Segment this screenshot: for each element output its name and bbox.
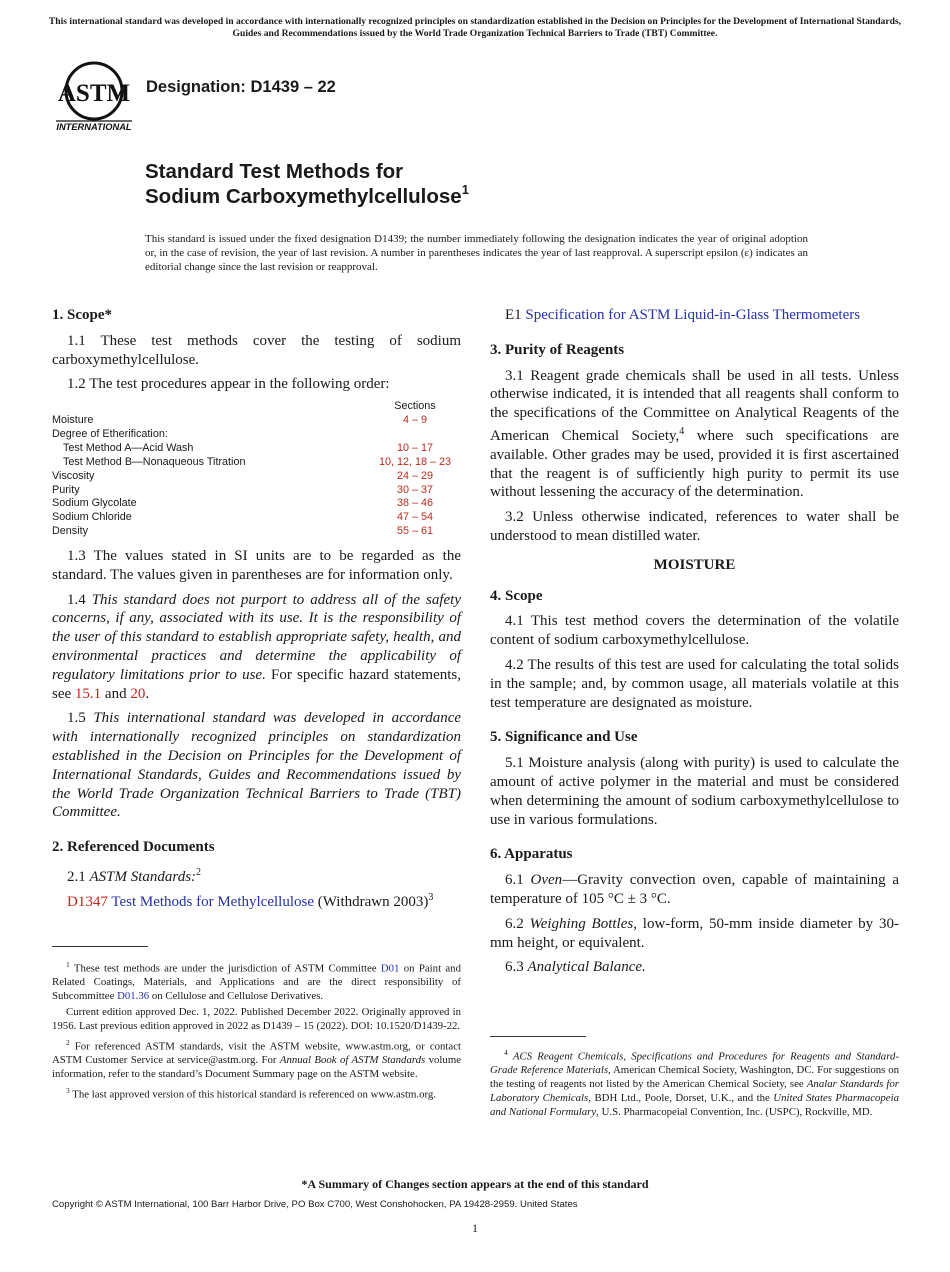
link-section-20[interactable]: 20	[130, 685, 146, 702]
footnotes-left	[52, 958, 461, 1104]
footnote-divider-left	[52, 946, 148, 947]
footnote-4-b: , BDH Ltd., Poole, Dorset, U.K., and the	[588, 1091, 770, 1104]
paragraph-2-1-number: 2.1	[67, 869, 86, 886]
footnote-4	[490, 1046, 899, 1120]
procedure-table-rows	[52, 414, 461, 539]
procedure-table-row	[52, 456, 461, 470]
section-heading-purity: 3. Purity of Reagents	[490, 341, 625, 358]
footnote-3-text: The last approved version of this historical standard is referenced on www.astm.org.	[72, 1088, 436, 1101]
reference-e1	[490, 306, 899, 325]
reference-d1347-title[interactable]: Test Methods for Methylcellulose	[111, 893, 314, 910]
footnote-ref-2[interactable]: 2	[196, 867, 202, 879]
paragraph-6-2-number: 6.2	[505, 915, 524, 932]
logo-text: ASTM	[57, 80, 131, 107]
paragraph-1-5-italic: This international standard was developed in accordance with internationally recognized principles on standardization established in the Decision on Principles for the Development of International Standards, Guides and Recommendations issued by the World Trade Organization Technical Barriers to Trade (TBT) Committee.	[52, 710, 462, 821]
paragraph-6-3-number: 6.3	[505, 959, 524, 976]
reference-e1-title[interactable]: Specification for ASTM Liquid-in-Glass Thermometers	[525, 307, 861, 323]
reference-d1347	[52, 889, 461, 912]
top-note: This international standard was developed in accordance with internationally recognized principles on standardization established in the Decision on Principles for the Development of International Standards, Guides and Recommendations issued by the World Trade Organization Technical Barriers to Trade (TBT) Committee.	[48, 16, 902, 39]
paragraph-1-4-and: and	[104, 685, 127, 702]
paragraph-5-1: 5.1 Moisture analysis (along with purity) is used to calculate the amount of active polymer in the material and must be considered when determining the amount of sodium carboxymethylcellulose to use in various formulations.	[490, 755, 899, 828]
moisture-heading: MOISTURE	[653, 556, 736, 573]
footnote-3	[52, 1084, 461, 1102]
section-heading-significance: 5. Significance and Use	[490, 729, 638, 746]
paragraph-1-4-period: .	[145, 685, 150, 702]
left-column	[52, 306, 461, 920]
footnote-2	[52, 1036, 461, 1082]
footnote-4-marker: 4	[504, 1048, 508, 1057]
designation: Designation: D1439 – 22	[146, 78, 336, 96]
footnote-ref-3[interactable]: 3	[428, 891, 434, 903]
section-heading-scope: 1. Scope*	[52, 307, 112, 323]
paragraph-1-4-tail: For specific hazard statements, see	[52, 666, 462, 702]
logo-caption: INTERNATIONAL	[56, 122, 132, 132]
reference-e1-code: E1	[505, 307, 522, 323]
procedure-table-row	[52, 484, 461, 498]
procedure-label: Test Method A—Acid Wash	[63, 441, 194, 454]
link-section-15-1[interactable]: 15.1	[74, 685, 102, 702]
procedure-table-row	[52, 470, 461, 484]
footnote-4-italic-1: ACS Reagent Chemicals, Specifications and Procedures for Reagents and Standard-Grade Reference Materials	[490, 1050, 899, 1077]
link-committee-d01[interactable]: D01	[380, 962, 400, 975]
page-number: 1	[472, 1221, 478, 1235]
footnote-2-a: For referenced ASTM standards, visit the ASTM website, www.astm.org, or contact ASTM Customer Service at service@astm.org. For	[52, 1040, 461, 1066]
paragraph-6-2-text: low-form, 50-mm inside diameter by 30-mm height, or equivalent.	[490, 915, 900, 951]
link-subcommittee-d01-36[interactable]: D01.36	[117, 990, 150, 1003]
procedure-sections-link[interactable]: 4 – 9	[402, 414, 427, 427]
footnote-1-c: on Cellulose and Cellulose Derivatives.	[151, 990, 324, 1003]
title-footnote-ref[interactable]: 1	[461, 182, 469, 197]
procedure-sections-link[interactable]: 10 – 17	[396, 441, 434, 454]
procedure-table-header: Sections	[394, 400, 436, 413]
paragraph-3-1-a: 3.1 Reagent grade chemicals shall be used in all tests. Unless otherwise indicated, it is intended that all reagents shall conform to the specifications of the Committee on Analytical Reagents of the American Chemical Society,	[490, 367, 899, 444]
footnote-2-marker: 2	[66, 1037, 70, 1047]
paragraph-6-3-italic: Analytical Balance.	[527, 959, 646, 976]
paragraph-4-2: 4.2 The results of this test are used for calculating the total solids in the sample; and, by common usage, all materials volatile at this test temperature are designated as moisture.	[490, 656, 899, 711]
issued-note: This standard is issued under the fixed designation D1439; the number immediately following the designation indicates the year of original adoption or, in the case of revision, the year of last revision. A number in parentheses indicates the year of last reapproval. A superscript epsilon (ε) indicates an editorial change since the last revision or reapproval.	[145, 233, 808, 274]
copyright: Copyright © ASTM International, 100 Barr Harbor Drive, PO Box C700, West Conshohocken, PA 19428-2959. United States	[52, 1199, 578, 1210]
paragraph-6-2-italic: Weighing Bottles,	[529, 915, 637, 932]
section-heading-scope-4: 4. Scope	[490, 587, 543, 604]
footnote-1-edition: Current edition approved Dec. 1, 2022. Published December 2022. Originally approved in 1956. Last previous edition approved in 2022 as D1439 – 15 (2022). DOI: 10.1520/D1439-22.	[52, 1005, 461, 1032]
summary-of-changes-note: *A Summary of Changes section appears at the end of this standard	[301, 1177, 649, 1191]
procedure-sections-link[interactable]: 55 – 61	[396, 525, 434, 538]
procedure-label: Moisture	[52, 414, 94, 427]
procedure-label: Purity	[52, 483, 80, 496]
paragraph-3-2: 3.2 Unless otherwise indicated, references to water shall be understood to mean distilled water.	[490, 509, 899, 544]
procedure-label: Sodium Chloride	[52, 511, 132, 524]
procedure-label: Sodium Glycolate	[52, 497, 137, 510]
paragraph-6-1-text: —Gravity convection oven, capable of maintaining a temperature of 105 °C ± 3 °C.	[490, 872, 900, 907]
paragraph-6-1-number: 6.1	[505, 872, 524, 889]
procedure-sections-link[interactable]: 38 – 46	[396, 497, 434, 510]
title-line-1: Standard Test Methods for	[145, 160, 404, 183]
footnote-1-b: on Paint and Related Coatings, Materials, and Applications and are the direct responsibility of Subcommittee	[52, 962, 461, 1003]
procedure-sections-link[interactable]: 47 – 54	[396, 511, 434, 524]
procedure-table	[52, 400, 461, 539]
procedure-table-row	[52, 428, 461, 442]
footnotes-right	[490, 1046, 899, 1122]
paragraph-2-1-italic: ASTM Standards:	[89, 869, 197, 886]
procedure-label: Viscosity	[52, 469, 95, 482]
footnote-divider-right	[490, 1036, 586, 1037]
paragraph-6-1	[490, 871, 899, 909]
procedure-sections-link[interactable]: 24 – 29	[396, 469, 434, 482]
paragraph-1-1: 1.1 These test methods cover the testing of sodium carboxymethylcellulose.	[52, 332, 461, 368]
procedure-table-header-row	[52, 400, 461, 414]
procedure-label: Degree of Etherification:	[52, 427, 168, 440]
procedure-label: Density	[52, 525, 89, 538]
procedure-table-row	[52, 414, 461, 428]
footnote-1-marker: 1	[66, 960, 70, 969]
footnote-4-italic-3: United States Pharmacopeia and National Formulary	[490, 1091, 899, 1118]
right-column	[490, 306, 899, 983]
footnote-2-b: volume information, refer to the standard’s Document Summary page on the ASTM website.	[52, 1053, 462, 1080]
paragraph-1-4	[52, 591, 461, 704]
astm-logo	[52, 58, 136, 134]
paragraph-1-2: 1.2 The test procedures appear in the following order:	[67, 376, 390, 393]
footnote-3-marker: 3	[66, 1085, 70, 1095]
page-title	[145, 159, 469, 209]
paragraph-6-3	[490, 958, 899, 977]
procedure-table-row	[52, 442, 461, 456]
title-line-2	[145, 184, 469, 209]
footnote-1-a: These test methods are under the jurisdiction of ASTM Committee	[73, 962, 377, 975]
section-heading-referenced-documents: 2. Referenced Documents	[52, 839, 215, 856]
section-heading-apparatus: 6. Apparatus	[490, 846, 573, 863]
paragraph-1-4-italic: This standard does not purport to address all of the safety concerns, if any, associated with its use. It is the responsibility of the user of this standard to establish appropriate safety, health, and environmental practices and determine the applicability of regulatory limitations prior to use.	[52, 591, 462, 683]
title-line-2-text: Sodium Carboxymethylcellulose	[145, 185, 462, 208]
paragraph-3-1-b: where such specifications are available. Other grades may be used, provided it is first ascertained that the reagent is of sufficiently high purity to permit its use without lessening the accuracy of the determination.	[490, 427, 899, 501]
procedure-label: Test Method B—Nonaqueous Titration	[63, 455, 246, 468]
footnote-1	[52, 958, 461, 1004]
procedure-table-row	[52, 497, 461, 511]
footnote-ref-4[interactable]: 4	[679, 425, 685, 437]
procedure-table-row	[52, 511, 461, 525]
footnote-4-italic-2: Analar Standards for Laboratory Chemicals	[490, 1078, 900, 1104]
reference-d1347-code[interactable]: D1347	[67, 893, 108, 910]
paragraph-1-3: 1.3 The values stated in SI units are to be regarded as the standard. The values given in parentheses are for information only.	[52, 548, 461, 583]
paragraph-1-5	[52, 709, 461, 822]
procedure-sections-link[interactable]: 10, 12, 18 – 23	[378, 455, 452, 468]
paragraph-6-1-italic: Oven	[530, 872, 563, 889]
paragraph-1-4-number: 1.4	[67, 591, 86, 608]
footnote-2-italic: Annual Book of ASTM Standards	[279, 1053, 426, 1066]
reference-d1347-tail: (Withdrawn 2003)	[317, 893, 429, 910]
footnote-4-c: , U.S. Pharmacopeial Convention, Inc. (USPC), Rockville, MD.	[596, 1105, 873, 1118]
paragraph-1-5-number: 1.5	[67, 710, 86, 727]
procedure-table-row	[52, 525, 461, 539]
paragraph-3-1	[490, 367, 899, 503]
footnote-4-a: , American Chemical Society, Washington, DC. For suggestions on the testing of reagents not listed by the American Chemical Society, see	[490, 1064, 900, 1091]
paragraph-2-1	[52, 864, 461, 887]
procedure-sections-link[interactable]: 30 – 37	[396, 483, 434, 496]
paragraph-6-2	[490, 915, 899, 953]
paragraph-4-1: 4.1 This test method covers the determination of the volatile content of sodium carboxymethylcellulose.	[490, 613, 899, 649]
